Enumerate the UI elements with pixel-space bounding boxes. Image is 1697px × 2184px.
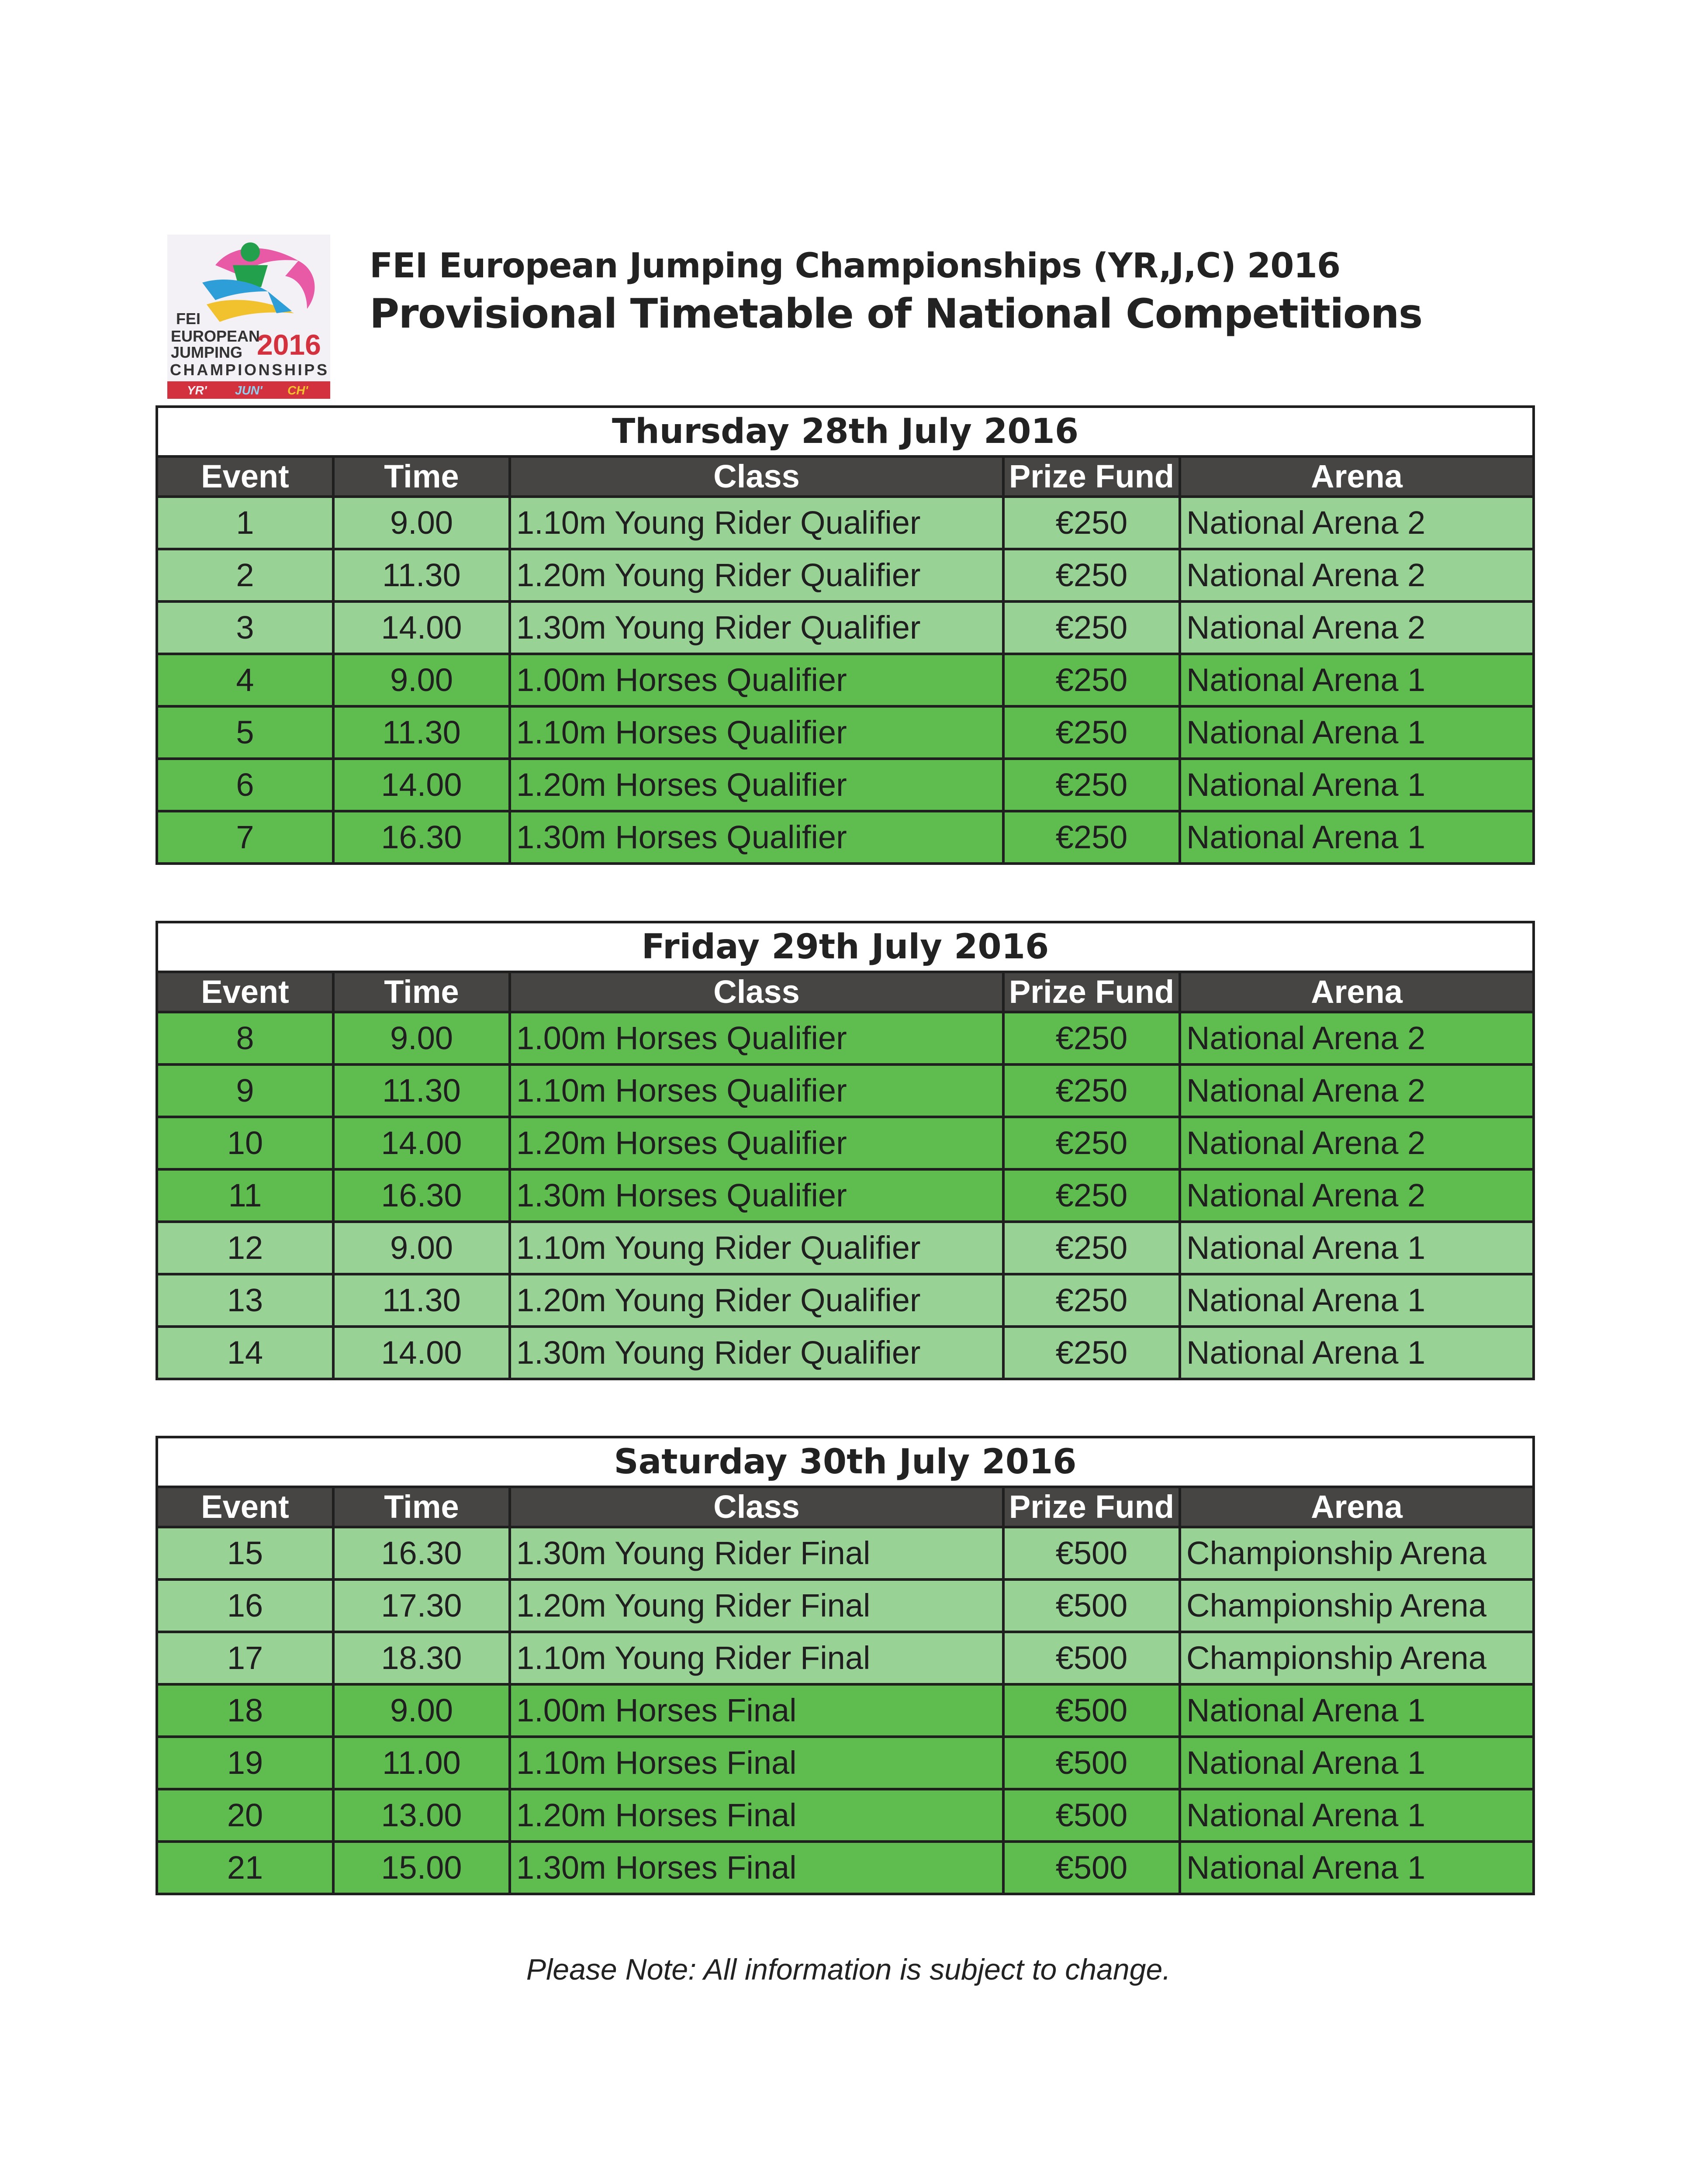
logo-european: EUROPEAN — [171, 327, 260, 345]
cell-time: 11.00 — [333, 1737, 510, 1789]
day-title: Friday 29th July 2016 — [157, 922, 1534, 972]
cell-event: 10 — [157, 1117, 333, 1169]
cell-arena: National Arena 1 — [1180, 759, 1534, 811]
logo-championships: CHAMPIONSHIPS — [170, 361, 327, 379]
table-row — [157, 1684, 1534, 1737]
cell-prize: €500 — [1003, 1527, 1180, 1579]
cell-time: 17.30 — [333, 1579, 510, 1632]
cell-arena: National Arena 1 — [1180, 654, 1534, 706]
table-row — [157, 1064, 1534, 1117]
cell-event: 2 — [157, 549, 333, 601]
cell-prize: €250 — [1003, 1117, 1180, 1169]
cell-arena: National Arena 2 — [1180, 1012, 1534, 1064]
cell-time: 15.00 — [333, 1842, 510, 1894]
cell-prize: €250 — [1003, 811, 1180, 864]
cell-class: 1.20m Horses Qualifier — [510, 759, 1003, 811]
cell-event: 12 — [157, 1222, 333, 1274]
cell-time: 9.00 — [333, 1684, 510, 1737]
cell-prize: €500 — [1003, 1579, 1180, 1632]
column-header: Class — [510, 972, 1003, 1012]
table-row — [157, 1117, 1534, 1169]
cell-event: 18 — [157, 1684, 333, 1737]
cell-arena: National Arena 2 — [1180, 1117, 1534, 1169]
cell-arena: National Arena 1 — [1180, 1789, 1534, 1842]
cell-prize: €250 — [1003, 1327, 1180, 1379]
cell-time: 11.30 — [333, 549, 510, 601]
cell-time: 14.00 — [333, 1117, 510, 1169]
column-header: Event — [157, 456, 333, 497]
cell-prize: €250 — [1003, 549, 1180, 601]
cell-time: 9.00 — [333, 1012, 510, 1064]
cell-event: 17 — [157, 1632, 333, 1684]
cell-event: 13 — [157, 1274, 333, 1327]
cell-time: 16.30 — [333, 1169, 510, 1222]
column-header: Prize Fund — [1003, 1487, 1180, 1527]
cell-event: 7 — [157, 811, 333, 864]
column-header: Arena — [1180, 1487, 1534, 1527]
table-row — [157, 1012, 1534, 1064]
cell-class: 1.20m Young Rider Final — [510, 1579, 1003, 1632]
cell-arena: National Arena 1 — [1180, 1222, 1534, 1274]
cell-prize: €500 — [1003, 1684, 1180, 1737]
cell-arena: National Arena 1 — [1180, 706, 1534, 759]
cell-class: 1.00m Horses Qualifier — [510, 1012, 1003, 1064]
cell-class: 1.20m Horses Qualifier — [510, 1117, 1003, 1169]
cell-prize: €250 — [1003, 1222, 1180, 1274]
table-row — [157, 1169, 1534, 1222]
cell-arena: National Arena 1 — [1180, 1737, 1534, 1789]
cell-arena: Championship Arena — [1180, 1579, 1534, 1632]
logo-yr: YR' — [187, 384, 207, 397]
cell-event: 20 — [157, 1789, 333, 1842]
cell-time: 11.30 — [333, 1274, 510, 1327]
column-header: Event — [157, 972, 333, 1012]
cell-event: 11 — [157, 1169, 333, 1222]
day-title: Saturday 30th July 2016 — [157, 1437, 1534, 1487]
table-row — [157, 549, 1534, 601]
table-row — [157, 1579, 1534, 1632]
logo-year: 2016 — [257, 328, 321, 361]
cell-prize: €250 — [1003, 706, 1180, 759]
table-row — [157, 811, 1534, 864]
schedule-table — [156, 405, 1535, 865]
day-title: Thursday 28th July 2016 — [157, 407, 1534, 456]
cell-arena: National Arena 2 — [1180, 1169, 1534, 1222]
cell-arena: National Arena 1 — [1180, 1842, 1534, 1894]
cell-class: 1.30m Young Rider Qualifier — [510, 1327, 1003, 1379]
table-row — [157, 1274, 1534, 1327]
cell-class: 1.10m Horses Final — [510, 1737, 1003, 1789]
cell-event: 21 — [157, 1842, 333, 1894]
cell-time: 14.00 — [333, 1327, 510, 1379]
cell-class: 1.10m Horses Qualifier — [510, 706, 1003, 759]
column-header: Class — [510, 456, 1003, 497]
cell-prize: €250 — [1003, 1274, 1180, 1327]
cell-prize: €250 — [1003, 654, 1180, 706]
cell-class: 1.10m Young Rider Final — [510, 1632, 1003, 1684]
cell-time: 14.00 — [333, 601, 510, 654]
cell-event: 19 — [157, 1737, 333, 1789]
cell-arena: National Arena 2 — [1180, 601, 1534, 654]
table-row — [157, 1222, 1534, 1274]
table-row — [157, 1842, 1534, 1894]
cell-arena: National Arena 1 — [1180, 1327, 1534, 1379]
column-header: Time — [333, 972, 510, 1012]
cell-arena: National Arena 2 — [1180, 497, 1534, 549]
cell-event: 5 — [157, 706, 333, 759]
disclaimer-note: Please Note: All information is subject to change. — [526, 1953, 1171, 1986]
cell-time: 18.30 — [333, 1632, 510, 1684]
logo-jun: JUN' — [235, 384, 263, 397]
cell-class: 1.30m Young Rider Final — [510, 1527, 1003, 1579]
cell-prize: €500 — [1003, 1789, 1180, 1842]
timetable-saturday — [156, 1436, 1532, 1895]
page-subtitle: Provisional Timetable of National Competitions — [370, 290, 1422, 337]
cell-class: 1.20m Horses Final — [510, 1789, 1003, 1842]
schedule-table — [156, 1436, 1535, 1895]
cell-arena: Championship Arena — [1180, 1632, 1534, 1684]
cell-class: 1.30m Horses Qualifier — [510, 811, 1003, 864]
cell-class: 1.20m Young Rider Qualifier — [510, 1274, 1003, 1327]
cell-prize: €250 — [1003, 1012, 1180, 1064]
cell-time: 16.30 — [333, 811, 510, 864]
cell-event: 14 — [157, 1327, 333, 1379]
cell-prize: €250 — [1003, 601, 1180, 654]
cell-class: 1.30m Young Rider Qualifier — [510, 601, 1003, 654]
cell-arena: National Arena 1 — [1180, 811, 1534, 864]
cell-prize: €250 — [1003, 1169, 1180, 1222]
cell-event: 8 — [157, 1012, 333, 1064]
cell-event: 1 — [157, 497, 333, 549]
table-row — [157, 1527, 1534, 1579]
cell-class: 1.10m Young Rider Qualifier — [510, 497, 1003, 549]
cell-class: 1.30m Horses Qualifier — [510, 1169, 1003, 1222]
cell-class: 1.00m Horses Qualifier — [510, 654, 1003, 706]
logo-fei: FEI — [176, 310, 201, 328]
cell-time: 11.30 — [333, 706, 510, 759]
championship-logo — [167, 235, 330, 399]
cell-class: 1.20m Young Rider Qualifier — [510, 549, 1003, 601]
column-header: Time — [333, 1487, 510, 1527]
table-row — [157, 706, 1534, 759]
cell-event: 6 — [157, 759, 333, 811]
cell-time: 14.00 — [333, 759, 510, 811]
cell-prize: €250 — [1003, 759, 1180, 811]
table-row — [157, 497, 1534, 549]
cell-arena: National Arena 2 — [1180, 1064, 1534, 1117]
cell-class: 1.10m Horses Qualifier — [510, 1064, 1003, 1117]
column-header: Time — [333, 456, 510, 497]
table-row — [157, 654, 1534, 706]
column-header: Arena — [1180, 972, 1534, 1012]
logo-jumping: JUMPING — [171, 343, 243, 361]
table-row — [157, 601, 1534, 654]
cell-event: 4 — [157, 654, 333, 706]
column-header: Prize Fund — [1003, 456, 1180, 497]
cell-time: 16.30 — [333, 1527, 510, 1579]
cell-class: 1.30m Horses Final — [510, 1842, 1003, 1894]
column-header: Class — [510, 1487, 1003, 1527]
cell-event: 16 — [157, 1579, 333, 1632]
cell-event: 15 — [157, 1527, 333, 1579]
cell-time: 9.00 — [333, 497, 510, 549]
cell-arena: National Arena 1 — [1180, 1274, 1534, 1327]
header — [370, 246, 1422, 337]
page-title: FEI European Jumping Championships (YR,J,C) 2016 — [370, 246, 1341, 286]
cell-class: 1.00m Horses Final — [510, 1684, 1003, 1737]
logo-ch: CH' — [287, 384, 308, 397]
table-row — [157, 1737, 1534, 1789]
column-header: Event — [157, 1487, 333, 1527]
table-row — [157, 1632, 1534, 1684]
cell-time: 13.00 — [333, 1789, 510, 1842]
table-row — [157, 1789, 1534, 1842]
cell-time: 9.00 — [333, 654, 510, 706]
cell-prize: €250 — [1003, 1064, 1180, 1117]
cell-prize: €500 — [1003, 1632, 1180, 1684]
cell-event: 9 — [157, 1064, 333, 1117]
cell-arena: National Arena 1 — [1180, 1684, 1534, 1737]
column-header: Arena — [1180, 456, 1534, 497]
timetable-friday — [156, 921, 1532, 1380]
cell-class: 1.10m Young Rider Qualifier — [510, 1222, 1003, 1274]
column-header: Prize Fund — [1003, 972, 1180, 1012]
schedule-table — [156, 921, 1535, 1380]
cell-prize: €500 — [1003, 1842, 1180, 1894]
cell-event: 3 — [157, 601, 333, 654]
cell-arena: Championship Arena — [1180, 1527, 1534, 1579]
cell-time: 11.30 — [333, 1064, 510, 1117]
table-row — [157, 1327, 1534, 1379]
table-row — [157, 759, 1534, 811]
cell-arena: National Arena 2 — [1180, 549, 1534, 601]
timetable-thursday — [156, 405, 1532, 865]
cell-prize: €250 — [1003, 497, 1180, 549]
cell-time: 9.00 — [333, 1222, 510, 1274]
cell-prize: €500 — [1003, 1737, 1180, 1789]
